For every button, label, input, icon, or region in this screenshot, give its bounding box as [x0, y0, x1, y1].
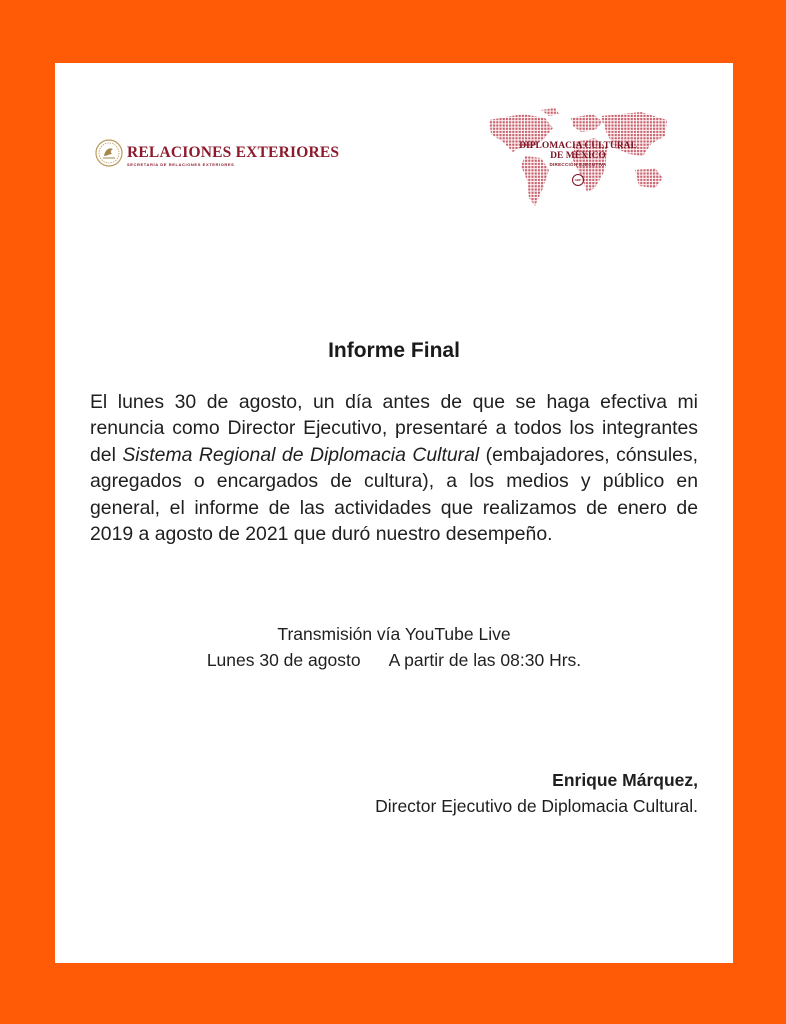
mexican-seal-icon: [95, 139, 123, 167]
announcement-paragraph: [90, 389, 698, 547]
transmission-date: Lunes 30 de agosto: [206, 650, 361, 670]
sre-logo: [95, 139, 395, 173]
dc-logo-line1: DIPLOMACIA CULTURAL: [519, 141, 637, 151]
transmission-info: [55, 621, 733, 673]
transmission-schedule: [55, 647, 733, 673]
sre-badge: SRE: [572, 174, 584, 186]
paragraph-emphasis: Sistema Regional de Diplomacia Cultural: [122, 443, 480, 466]
signature-name: Enrique Márquez,: [552, 770, 698, 790]
signature-block: [55, 767, 698, 819]
paragraph-text-start: El lunes 30 de agosto, un día antes de que se haga efectiva mi renuncia como Director Ejecutivo, presentaré a todos los integrantes del: [90, 391, 698, 466]
transmission-time: A partir de las 08:30 Hrs.: [388, 650, 582, 670]
paragraph-text-end: (embajadores, cónsules, agregados o encargados de cultura), a los medios y público en general, el informe de las actividades que realizamos de enero de 2019 a agosto de 2021 que duró nuestro desempeño.: [90, 443, 698, 546]
dc-logo-line2: DE MÉXICO: [550, 151, 606, 161]
sre-logo-name: RELACIONES EXTERIORES: [127, 144, 340, 161]
document-page: [55, 63, 733, 963]
diplomacia-cultural-logo: [483, 108, 673, 220]
document-title: Informe Final: [328, 339, 460, 362]
diplomacia-cultural-text: [483, 141, 673, 186]
dc-logo-line3: DIRECCIÓN EJECUTIVA: [549, 162, 607, 167]
sre-logo-subtitle: SECRETARÍA DE RELACIONES EXTERIORES: [127, 162, 235, 167]
signature-role: Director Ejecutivo de Diplomacia Cultural.: [375, 796, 698, 816]
transmission-line: Transmisión vía YouTube Live: [277, 624, 511, 644]
